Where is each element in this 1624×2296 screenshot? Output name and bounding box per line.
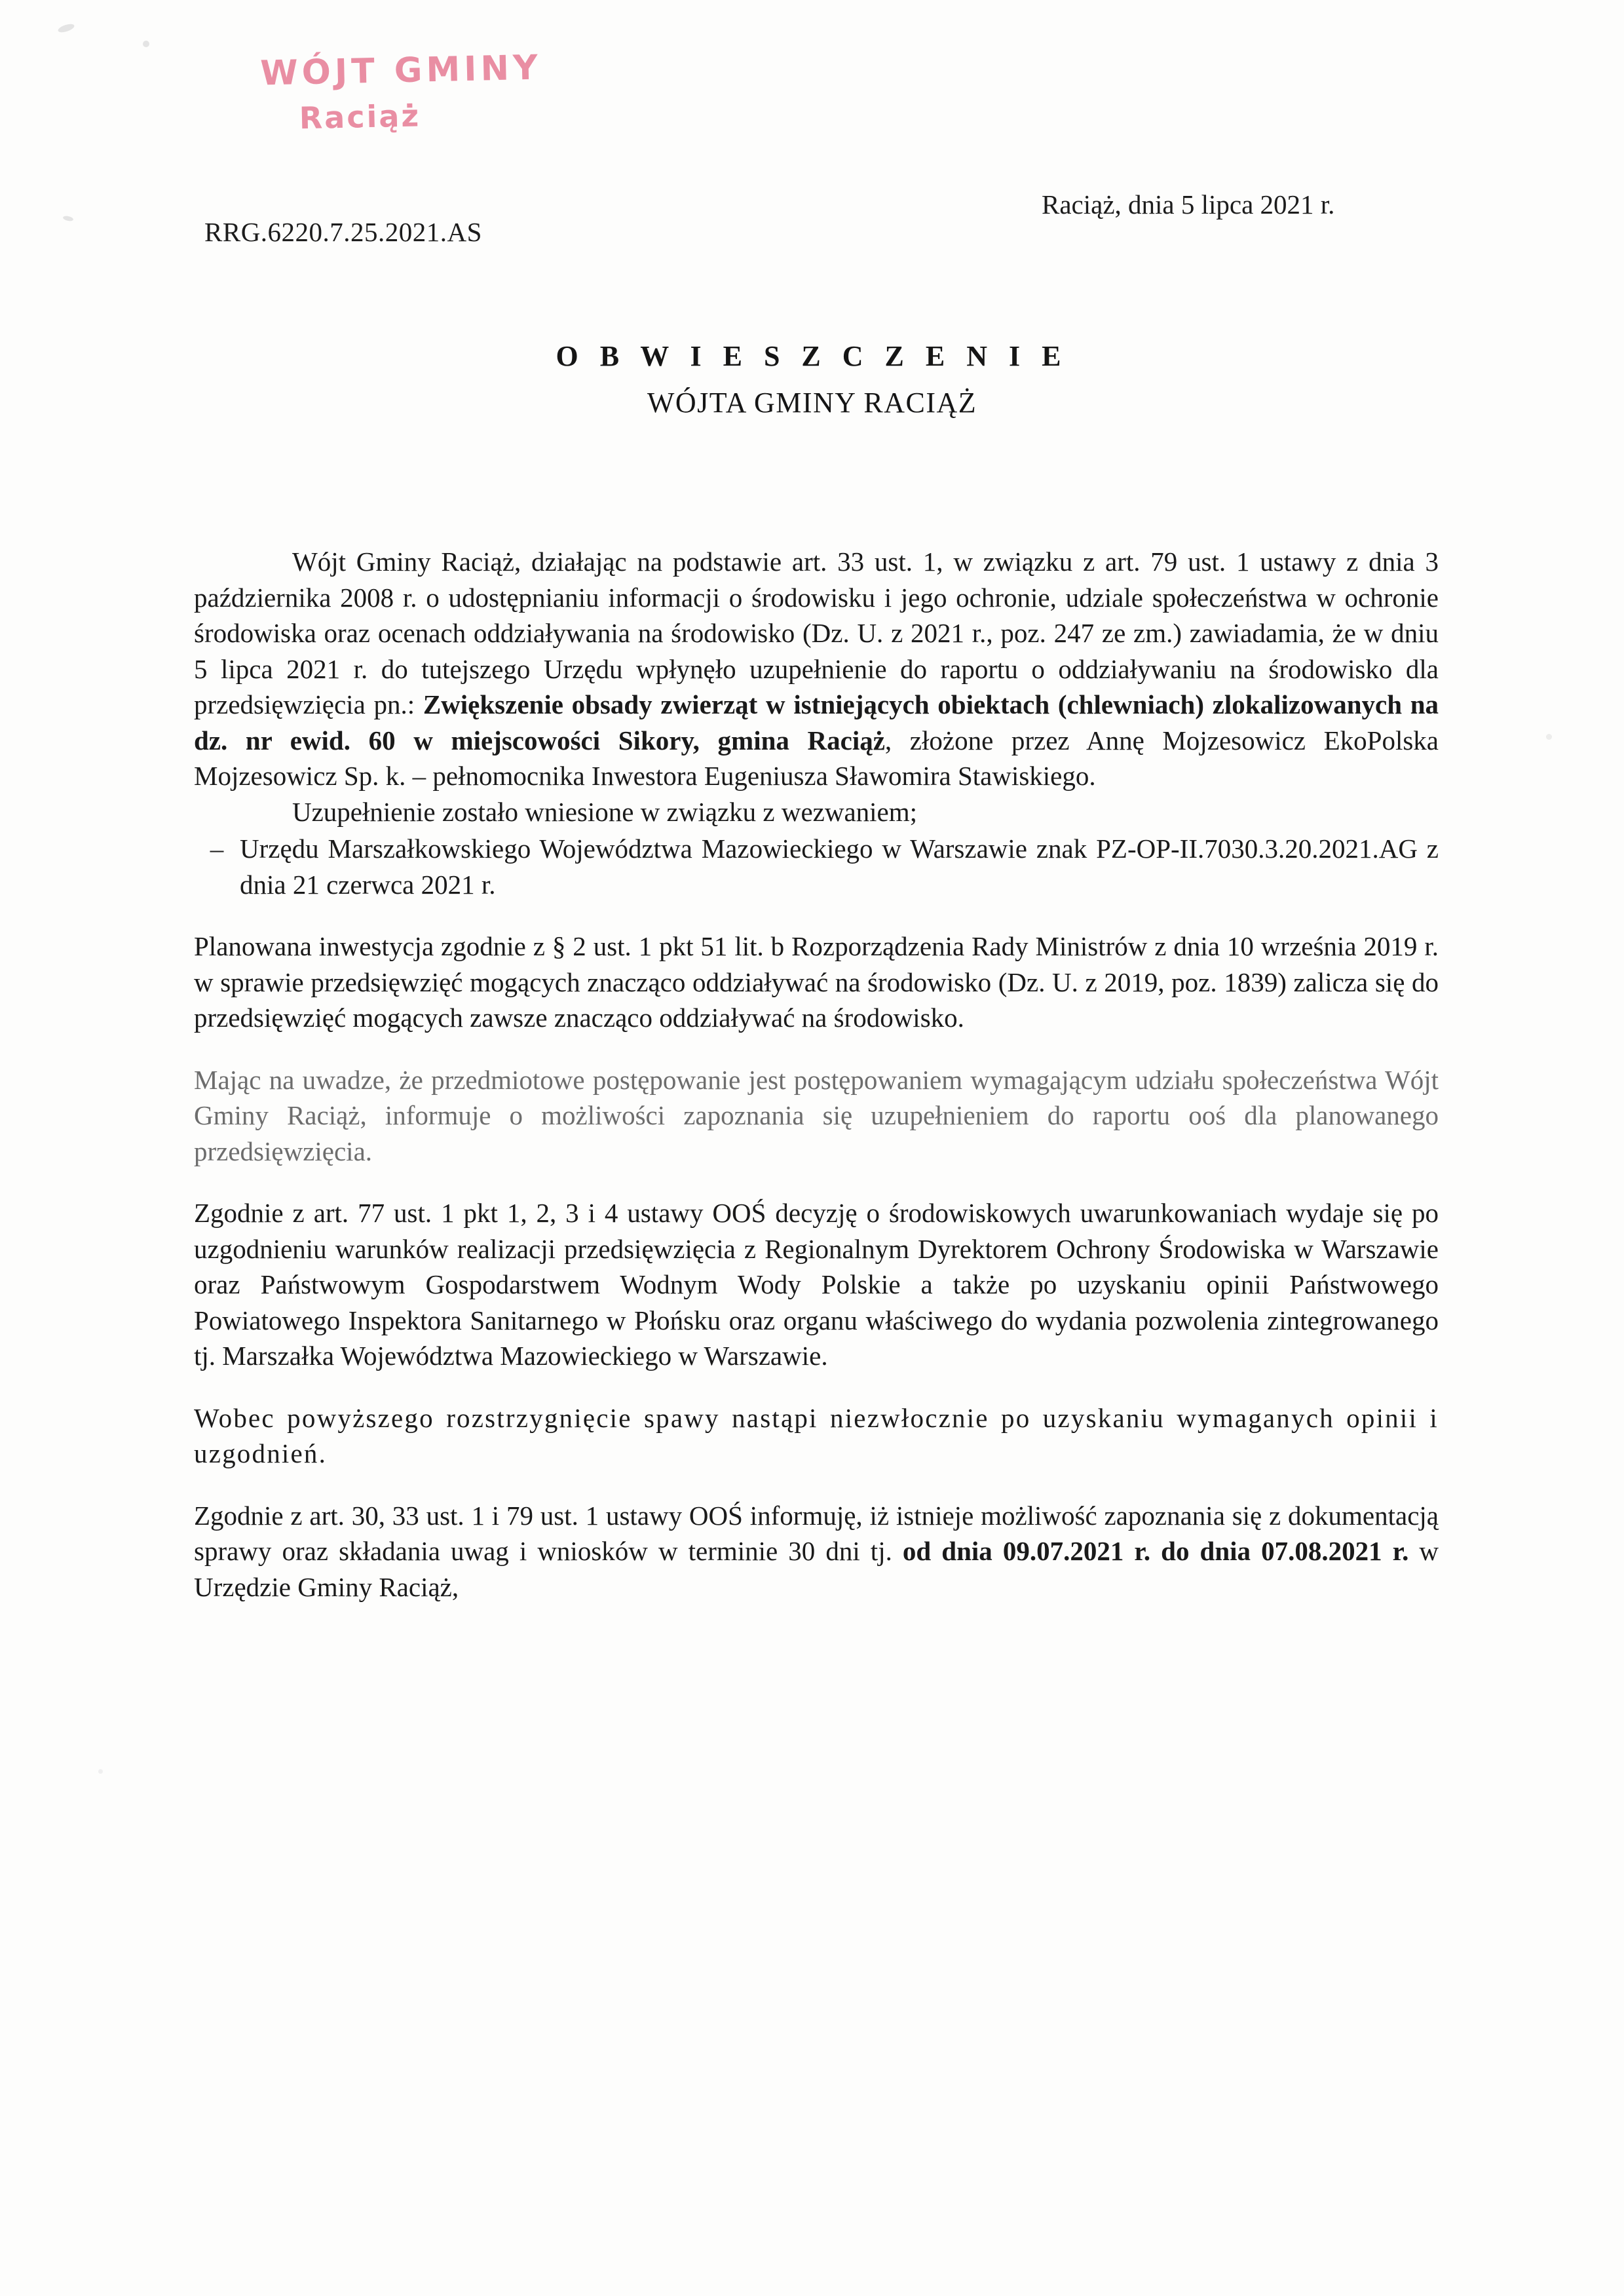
page-subtitle: WÓJTA GMINY RACIĄŻ (647, 387, 977, 419)
document-body (194, 544, 1439, 1605)
paragraph-8 (194, 1498, 1439, 1605)
paragraph-2: Uzupełnienie zostało wniesione w związku z wezwaniem; (292, 796, 918, 827)
paragraph-8-text-a: Zgodnie z art. 30, 33 ust. 1 i 79 ust. 1 ustawy OOŚ informuję, iż istnieje możliwość zapoznania się z dokumentacją sprawy oraz składania uwag i wniosków w terminie 30 dni tj. (194, 1500, 1439, 1567)
list-item-text: Urzędu Marszałkowskiego Województwa Mazowieckiego w Warszawie znak PZ-OP-II.7030.3.20.2021.AG z dnia 21 czerwca 2021 r. (240, 833, 1439, 900)
paragraph-5: Mając na uwadze, że przedmiotowe postępowanie jest postępowaniem wymagającym udziału społeczeństwa Wójt Gminy Raciąż, informuje o możliwości zapoznania się uzupełnieniem do raportu ooś dla planowanego przedsięwzięcia. (194, 1064, 1439, 1166)
paragraph-1-text-a: Wójt Gminy Raciąż, działając na podstawie art. 33 ust. 1, w związku z art. 79 ust. 1 ustawy z dnia 3 października 2008 r. o udostępnianiu informacji o środowisku i jego ochronie, udziale społeczeństwa w ochronie środowiska oraz ocenach oddziaływania na środowisko (Dz. U. z 2021 r., poz. 247 ze zm.) zawiadamia, że w dniu 5 lipca 2021 r. do tutejszego Urzędu wpłynęło uzupełnienie do raportu o oddziaływaniu na środowisko dla przedsięwzięcia pn.: (194, 546, 1439, 720)
stamp-line-2: Raciąż (299, 98, 421, 136)
paragraph-4: Planowana inwestycja zgodnie z § 2 ust. 1 pkt 51 lit. b Rozporządzenia Rady Ministrów z dnia 10 września 2019 r. w sprawie przedsięwzięć mogących znacząco oddziaływać na środowisko (Dz. U. z 2019, poz. 1839) zalicza się do przedsięwzięć mogących zawsze znacząco oddziaływać na środowisko. (194, 931, 1439, 1033)
document-reference-number: RRG.6220.7.25.2021.AS (204, 217, 482, 247)
paragraph-1 (194, 544, 1439, 794)
scan-artifact (98, 1769, 103, 1774)
paragraph-7: Wobec powyższego rozstrzygnięcie spawy nastąpi niezwłocznie po uzyskaniu wymaganych opinii i uzgodnień. (194, 1402, 1439, 1469)
consultation-period-bold: od dnia 09.07.2021 r. do dnia 07.08.2021 r. (902, 1536, 1409, 1567)
title-block (0, 339, 1624, 419)
project-name-bold: Zwiększenie obsady zwierząt w istniejących obiektach (chlewniach) zlokalizowanych na dz. nr ewid. 60 w miejscowości Sikory, gmina Raciąż (194, 689, 1439, 756)
paragraph-8-text-b: w Urzędzie Gminy Raciąż, (194, 1536, 1439, 1602)
dash-bullet-icon: – (210, 833, 224, 864)
paragraph-1-text-b: , złożone przez Annę Mojzesowicz EkoPolska Mojzesowicz Sp. k. – pełnomocnika Inwestora Eugeniusza Sławomira Stawiskiego. (194, 725, 1439, 792)
page-title: O B W I E S Z C Z E N I E (556, 340, 1068, 372)
place-and-date: Raciąż, dnia 5 lipca 2021 r. (1042, 189, 1335, 220)
stamp-line-1: WÓJT GMINY (259, 48, 542, 94)
scan-artifact (1546, 734, 1552, 740)
office-stamp (260, 48, 543, 137)
paragraph-6: Zgodnie z art. 77 ust. 1 pkt 1, 2, 3 i 4 ustawy OOŚ decyzję o środowiskowych uwarunkowaniach wydaje się po uzgodnieniu warunków realizacji przedsięwzięcia z Regionalnym Dyrektorem Ochrony Środowiska w Warszawie oraz Państwowym Gospodarstwem Wodnym Wody Polskie a także po uzyskaniu opinii Państwowego Powiatowego Inspektora Sanitarnego w Płońsku oraz organu właściwego do wydania pozwolenia zintegrowanego tj. Marszałka Województwa Mazowieckiego w Warszawie. (194, 1198, 1439, 1371)
scan-artifact (143, 41, 149, 47)
list-item (194, 831, 1439, 902)
